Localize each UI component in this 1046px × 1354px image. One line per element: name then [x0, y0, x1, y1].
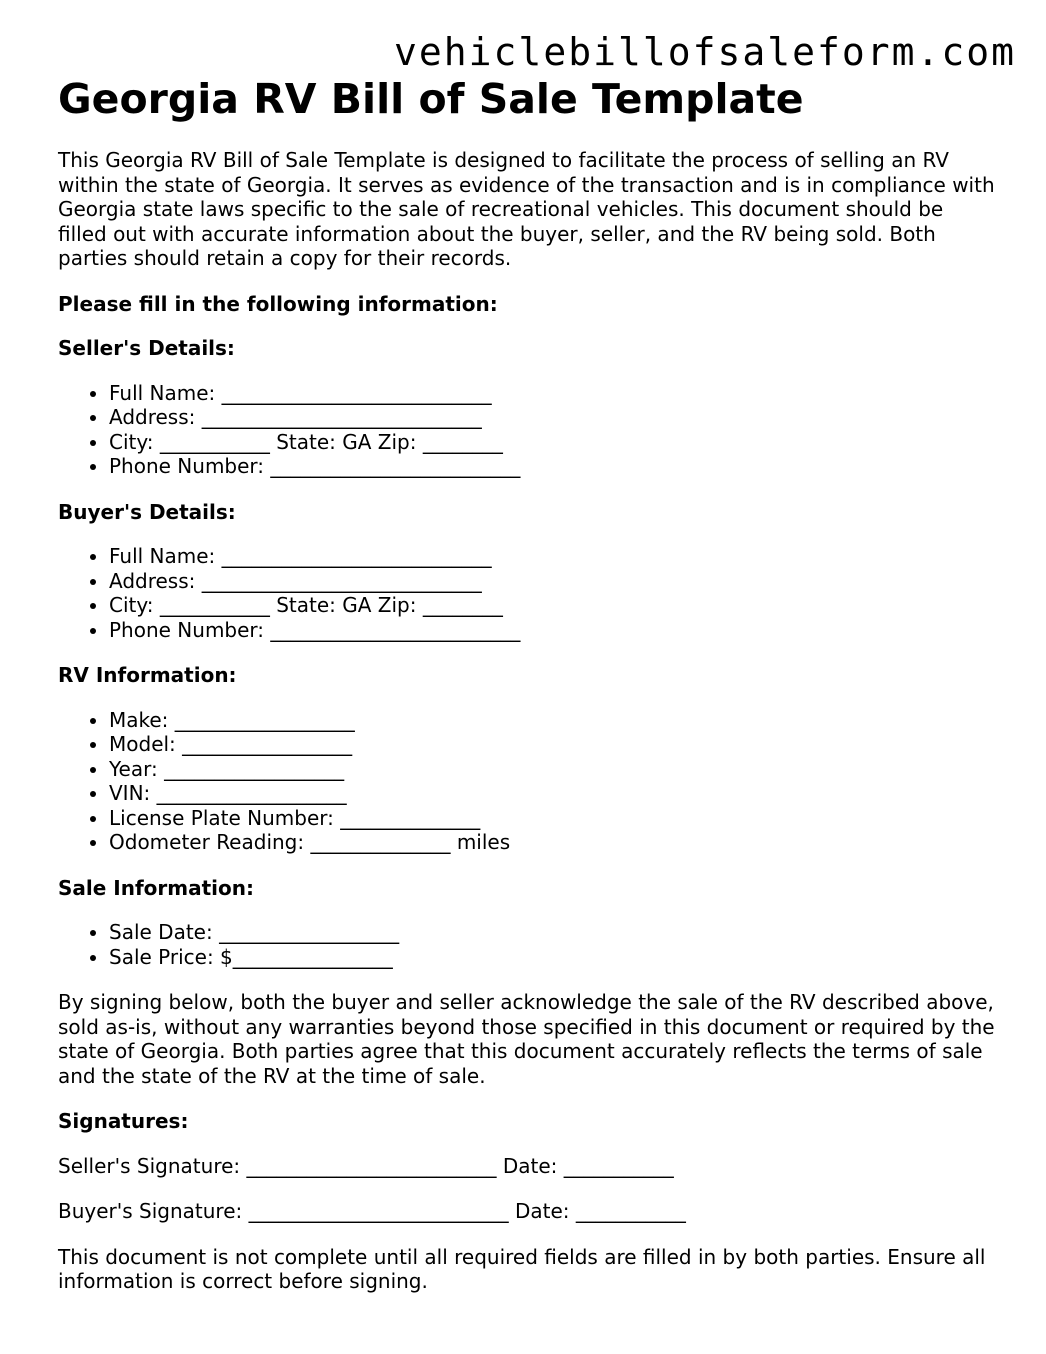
- sale-date-field: • Sale Date: __________________: [109, 920, 998, 945]
- buyer-signature-line: Buyer's Signature: __________________________ Date: ___________: [58, 1199, 686, 1223]
- instruction-heading: Please fill in the following information:: [58, 291, 498, 316]
- acknowledgement-paragraph: By signing below, both the buyer and seller acknowledge the sale of the RV described above, sold as-is, without any warranties beyond those specified in this document or required by the state of Georgia. Both parties agree that this document accurately reflects the terms of sale and the state of the RV at the time of sale.: [58, 990, 995, 1088]
- buyer-address-field: • Address: ____________________________: [109, 569, 998, 594]
- document-body: [58, 74, 998, 1315]
- document-title: Georgia RV Bill of Sale Template: [58, 75, 804, 123]
- sale-information-list: [58, 920, 998, 969]
- rv-year-field: • Year: __________________: [109, 757, 998, 782]
- footer-note: This document is not complete until all required fields are filled in by both parties. Ensure all information is correct before signing.: [58, 1244, 986, 1293]
- rv-make-field: • Make: __________________: [109, 708, 998, 733]
- rv-information-list: [58, 708, 998, 855]
- seller-details-list: [58, 381, 998, 479]
- signatures-heading: Signatures:: [58, 1109, 189, 1133]
- buyer-phone-field: • Phone Number: _________________________: [109, 618, 998, 643]
- rv-model-field: • Model: _________________: [109, 732, 998, 757]
- buyer-details-list: [58, 544, 998, 642]
- rv-odometer-field: • Odometer Reading: ______________ miles: [109, 830, 998, 855]
- seller-full-name-field: • Full Name: ___________________________: [109, 381, 998, 406]
- seller-phone-field: • Phone Number: _________________________: [109, 454, 998, 479]
- seller-address-field: • Address: ____________________________: [109, 405, 998, 430]
- site-watermark: vehiclebillofsaleform.com: [394, 30, 1016, 74]
- sale-information-heading: Sale Information:: [58, 875, 254, 900]
- buyer-city-state-zip-field: • City: ___________ State: GA Zip: ________: [109, 593, 998, 618]
- rv-vin-field: • VIN: ___________________: [109, 781, 998, 806]
- sale-price-field: • Sale Price: $________________: [109, 945, 998, 970]
- seller-city-state-zip-field: • City: ___________ State: GA Zip: ________: [109, 430, 998, 455]
- buyer-details-heading: Buyer's Details:: [58, 499, 236, 524]
- rv-license-plate-field: • License Plate Number: ______________: [109, 806, 998, 831]
- buyer-full-name-field: • Full Name: ___________________________: [109, 544, 998, 569]
- seller-signature-line: Seller's Signature: _________________________ Date: ___________: [58, 1153, 674, 1178]
- seller-details-heading: Seller's Details:: [58, 336, 235, 360]
- rv-information-heading: RV Information:: [58, 663, 237, 687]
- intro-paragraph: This Georgia RV Bill of Sale Template is designed to facilitate the process of selling an RV within the state of Georgia. It serves as evidence of the transaction and is in compliance with Georgia state laws specific to the sale of recreational vehicles. This document should be filled out with accurate information about the buyer, seller, and the RV being sold. Both parties should retain a copy for their records.: [58, 148, 995, 270]
